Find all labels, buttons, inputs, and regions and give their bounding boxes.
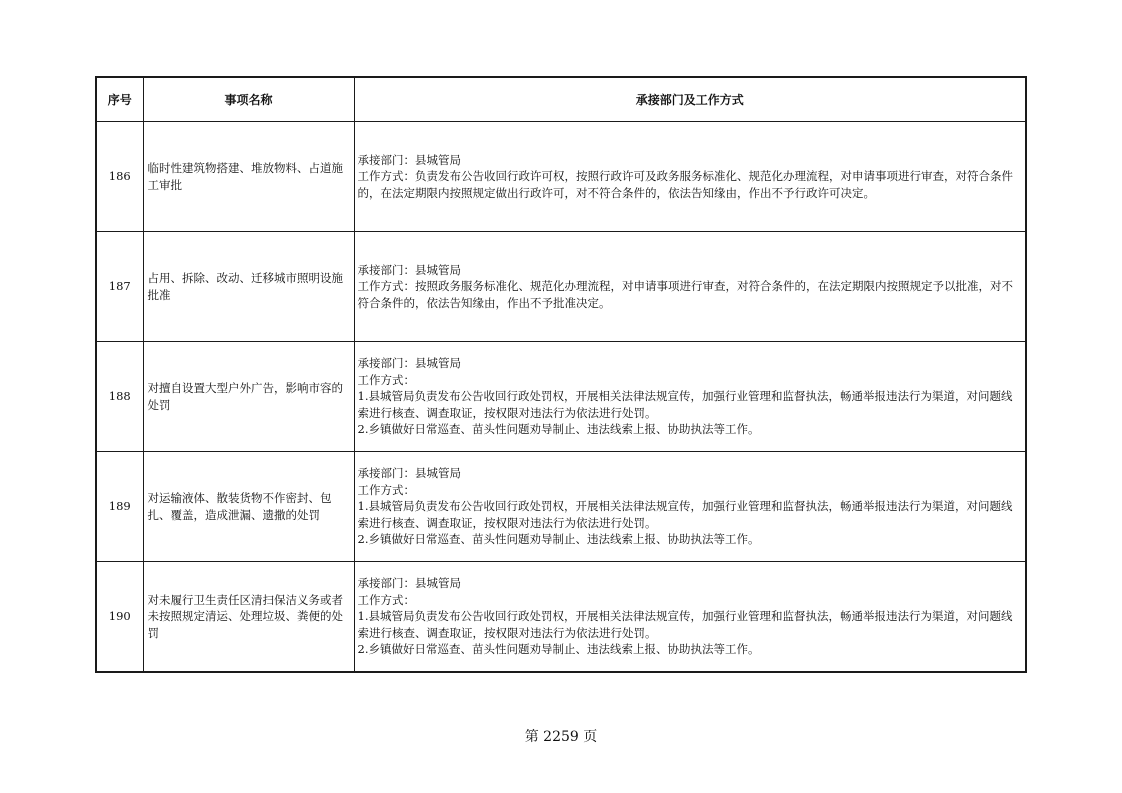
method-line: 1.县城管局负责发布公告收回行政处罚权，开展相关法律法规宣传，加强行业管理和监督执法，畅通举报违法行为渠道，对问题线索进行核查、调查取证，按权限对违法行为依法进行处罚。 bbox=[357, 609, 1013, 640]
header-matter-name: 事项名称 bbox=[143, 77, 354, 122]
method-line: 工作方式： bbox=[357, 482, 415, 497]
row-matter-name: 占用、拆除、改动、迁移城市照明设施批准 bbox=[143, 232, 354, 342]
method-line: 1.县城管局负责发布公告收回行政处罚权，开展相关法律法规宣传，加强行业管理和监督执法，畅通举报违法行为渠道，对问题线索进行核查、调查取证，按权限对违法行为依法进行处罚。 bbox=[357, 499, 1013, 530]
row-matter-name: 对运输液体、散装货物不作密封、包扎、覆盖，造成泄漏、遗撒的处罚 bbox=[143, 452, 354, 562]
row-serial-number: 190 bbox=[96, 562, 143, 673]
table-row bbox=[96, 562, 1026, 673]
method-line: 工作方式：负责发布公告收回行政许可权，按照行政许可及政务服务标准化、规范化办理流程，对申请事项进行审查，对符合条件的，在法定期限内按照规定做出行政许可，对不符合条件的，依法告知缘由，作出不予行政许可决定。 bbox=[357, 169, 1013, 200]
row-department-and-method bbox=[354, 122, 1026, 232]
method-line: 工作方式： bbox=[357, 372, 415, 387]
method-line: 承接部门：县城管局 bbox=[357, 262, 461, 277]
row-department-and-method bbox=[354, 452, 1026, 562]
row-serial-number: 188 bbox=[96, 342, 143, 452]
method-line: 承接部门：县城管局 bbox=[357, 576, 461, 591]
method-line: 承接部门：县城管局 bbox=[357, 152, 461, 167]
table-row bbox=[96, 452, 1026, 562]
page-number: 第 2259 页 bbox=[524, 729, 598, 745]
method-line: 1.县城管局负责发布公告收回行政处罚权，开展相关法律法规宣传，加强行业管理和监督执法，畅通举报违法行为渠道，对问题线索进行核查、调查取证，按权限对违法行为依法进行处罚。 bbox=[357, 389, 1013, 420]
method-line: 2.乡镇做好日常巡查、苗头性问题劝导制止、违法线索上报、协助执法等工作。 bbox=[357, 422, 760, 437]
method-line: 2.乡镇做好日常巡查、苗头性问题劝导制止、违法线索上报、协助执法等工作。 bbox=[357, 532, 760, 547]
table-row bbox=[96, 232, 1026, 342]
row-department-and-method bbox=[354, 342, 1026, 452]
method-line: 承接部门：县城管局 bbox=[357, 466, 461, 481]
method-line: 工作方式：按照政务服务标准化、规范化办理流程，对申请事项进行审查，对符合条件的，在法定期限内按照规定予以批准，对不符合条件的，依法告知缘由，作出不予批准决定。 bbox=[357, 279, 1013, 310]
table-row bbox=[96, 122, 1026, 232]
header-serial-number: 序号 bbox=[96, 77, 143, 122]
table-row bbox=[96, 342, 1026, 452]
method-line: 工作方式： bbox=[357, 592, 415, 607]
row-serial-number: 187 bbox=[96, 232, 143, 342]
table-body bbox=[96, 122, 1026, 673]
row-department-and-method bbox=[354, 232, 1026, 342]
row-matter-name: 对未履行卫生责任区清扫保洁义务或者未按照规定清运、处理垃圾、粪便的处罚 bbox=[143, 562, 354, 673]
table-header-row bbox=[96, 77, 1026, 122]
row-serial-number: 186 bbox=[96, 122, 143, 232]
row-matter-name: 对擅自设置大型户外广告，影响市容的处罚 bbox=[143, 342, 354, 452]
row-department-and-method bbox=[354, 562, 1026, 673]
method-line: 2.乡镇做好日常巡查、苗头性问题劝导制止、违法线索上报、协助执法等工作。 bbox=[357, 642, 760, 657]
row-matter-name: 临时性建筑物搭建、堆放物料、占道施工审批 bbox=[143, 122, 354, 232]
header-department-and-method: 承接部门及工作方式 bbox=[354, 77, 1026, 122]
method-line: 承接部门：县城管局 bbox=[357, 356, 461, 371]
matters-table bbox=[95, 76, 1027, 673]
row-serial-number: 189 bbox=[96, 452, 143, 562]
